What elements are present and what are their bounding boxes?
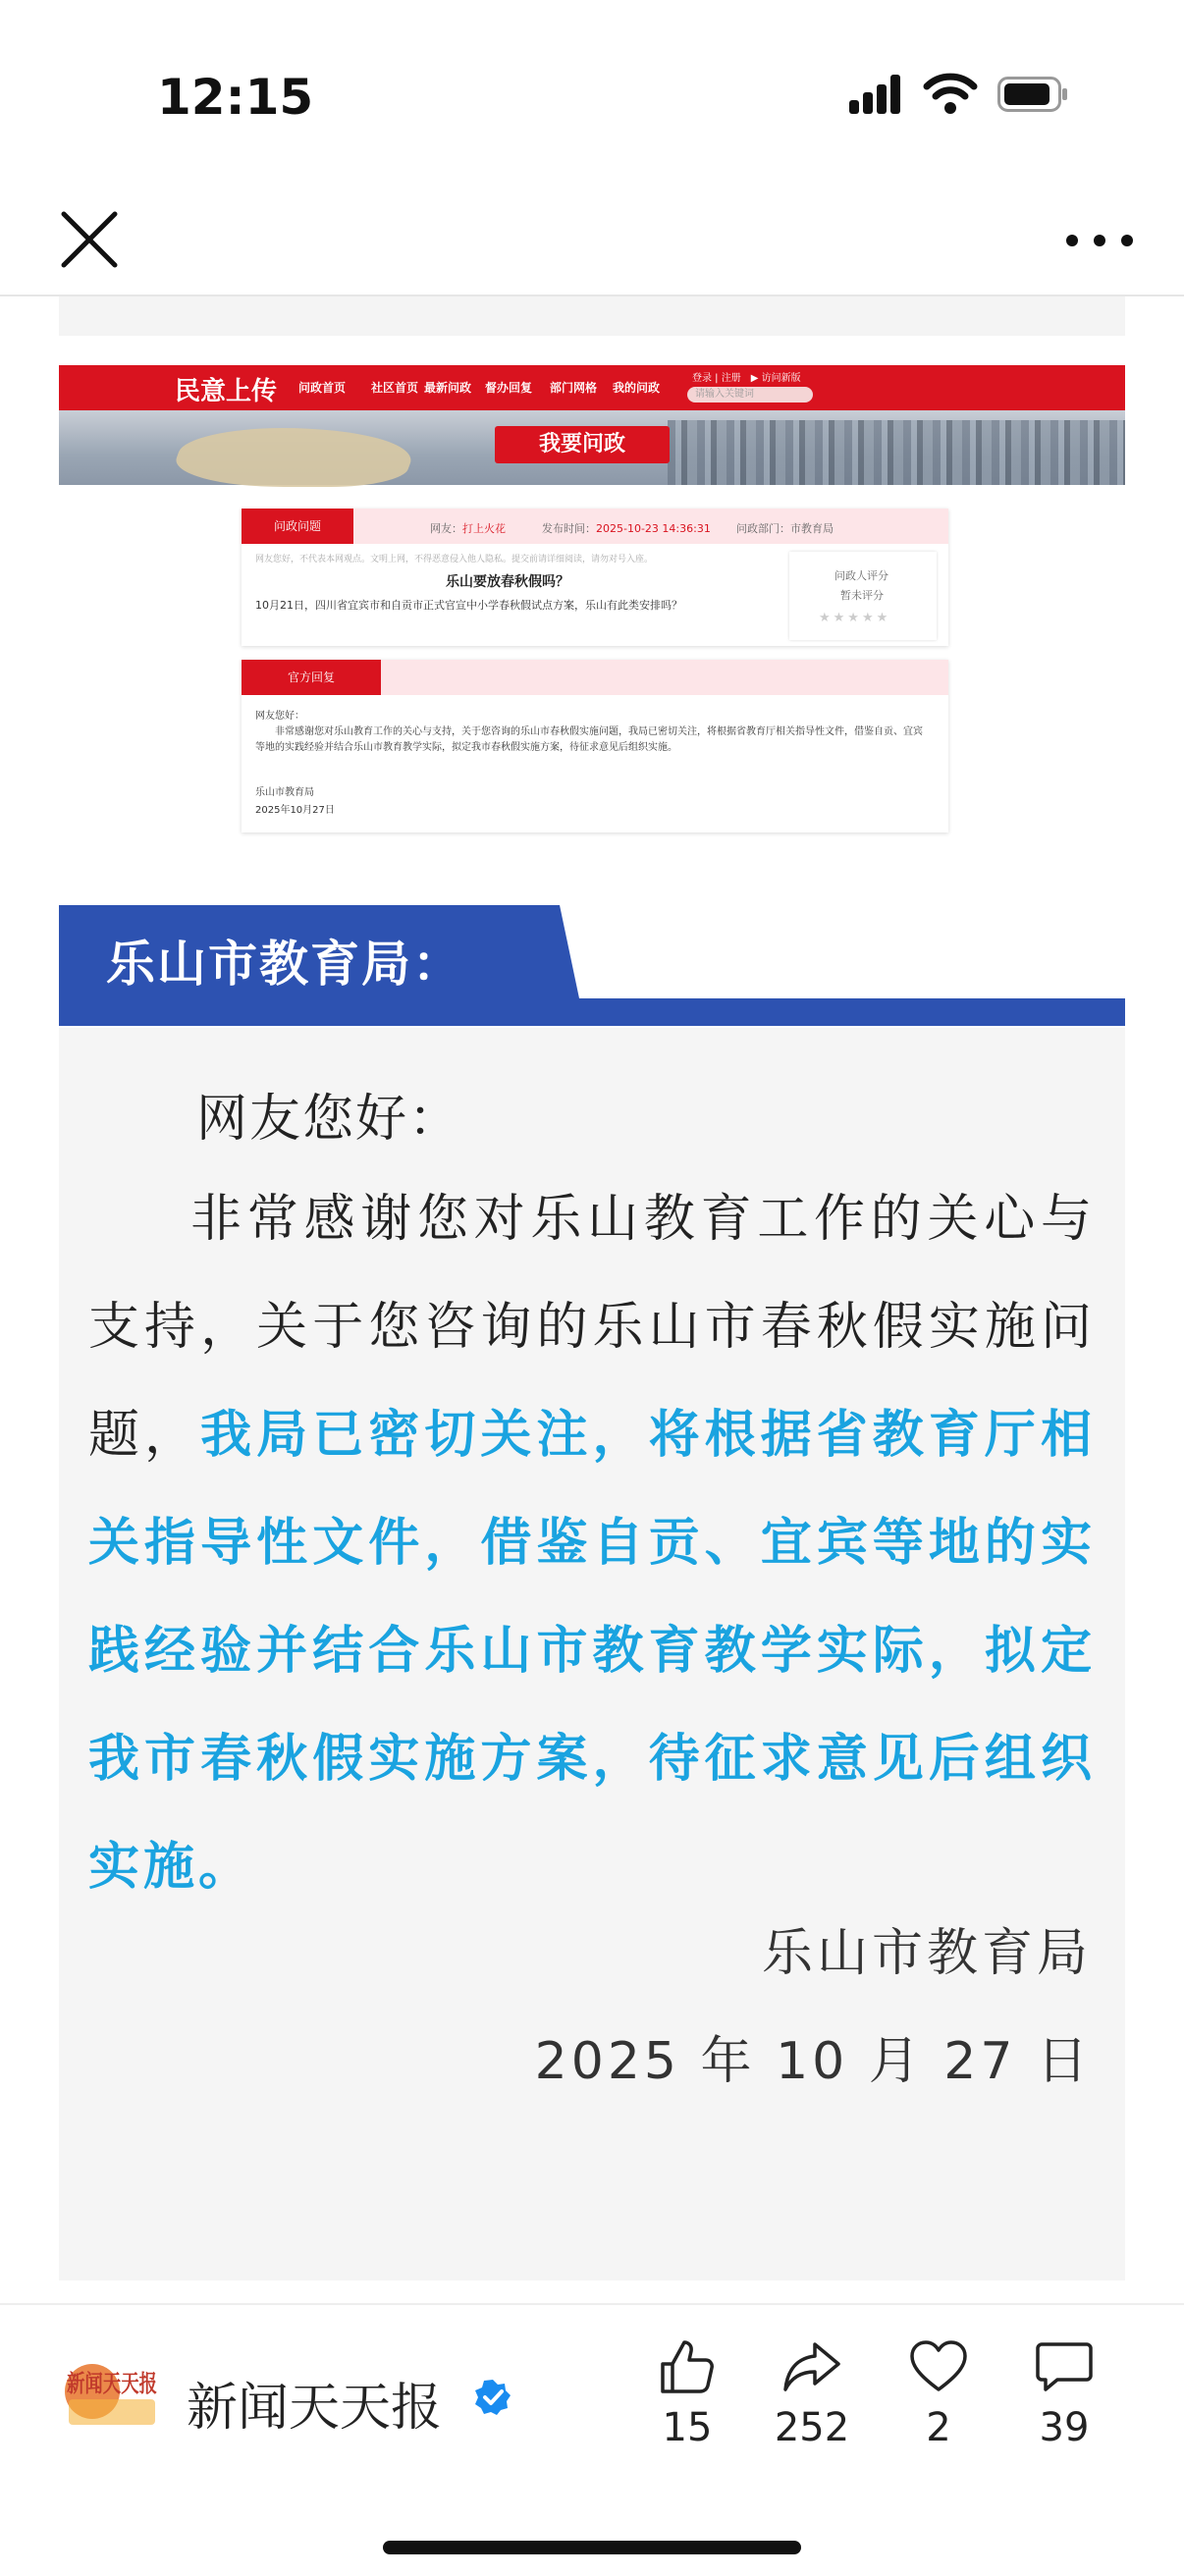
rating-box (789, 552, 937, 640)
nav-bar (0, 187, 1184, 296)
signature: 乐山市教育局 (761, 1924, 1092, 1983)
comment-count: 39 (1039, 2405, 1090, 2450)
reply-body-panel (59, 1028, 1125, 2281)
reply-paragraph (88, 1165, 1096, 1921)
wifi-icon (923, 71, 978, 116)
section-header (59, 905, 1125, 1028)
like-button[interactable] (628, 2334, 746, 2450)
reply-body: 非常感谢您对乐山教育工作的关心与支持，关于您咨询的乐山市春秋假实施问题，我局已密切关注，将根据省教育厅相关指导性文件，借鉴自贡、宜宾等地的实践经验并结合乐山市教育教学实际，拟定我市春秋假实施方案，待征求意见后组织实施。 (255, 726, 923, 753)
heart-icon (906, 2334, 971, 2399)
battery-icon (997, 77, 1068, 112)
favorite-count: 2 (926, 2405, 951, 2450)
channel-name[interactable]: 新闻天天报 (187, 2379, 443, 2438)
favorite-button[interactable] (880, 2334, 997, 2450)
site-menu-item: 我的问政 (613, 381, 661, 395)
site-banner (59, 410, 1125, 485)
share-count: 252 (774, 2405, 850, 2450)
more-options-icon[interactable] (1060, 226, 1139, 255)
site-menu-item: 问政首页 (298, 381, 347, 395)
reply-date: 2025年10月27日 (255, 805, 335, 816)
ask-button: 我要问政 (495, 426, 670, 463)
comment-bubble-icon (1032, 2334, 1097, 2399)
site-logo: 民意上传 (175, 377, 278, 406)
site-menu-item: 督办回复 (485, 381, 533, 395)
site-login: 登录 | 注册 ▶ 访问新版 (692, 373, 801, 384)
rating-label: 问政人评分 (834, 569, 888, 582)
channel-logo[interactable] (63, 2354, 161, 2433)
question-title: 乐山要放春秋假吗？ (446, 574, 569, 590)
site-menu-item: 社区首页 (371, 381, 419, 395)
question-dept: 问政部门：市教育局 (736, 522, 834, 535)
section-band (59, 998, 1125, 1026)
site-search: 请输入关键词 (687, 387, 813, 402)
share-button[interactable] (753, 2334, 871, 2450)
site-menu-item: 部门网格 (550, 381, 598, 395)
bottom-bar (0, 2303, 1184, 2576)
city-skyline (668, 420, 1125, 485)
question-user: 网友：打上火花 (430, 522, 506, 535)
paragraph-highlight: 我局已密切关注，将根据省教育厅相关指导性文件，借鉴自贡、宜宾等地的实践经验并结合乐山市教育教学实际，拟定我市春秋假实施方案，待征求意见后组织实施。 (88, 1406, 1096, 1897)
reply-tab: 官方回复 (242, 660, 381, 695)
close-icon[interactable] (54, 204, 125, 275)
site-header (59, 365, 1125, 410)
status-time: 12:15 (157, 69, 314, 126)
question-tip: 网友您好，不代表本网观点。文明上网，不得恶意侵入他人隐私。提交前请详细阅读，请勿对号入座。 (255, 555, 654, 564)
site-menu-item: 最新问政 (424, 381, 472, 395)
thumbs-up-icon (655, 2334, 720, 2399)
reply-card (242, 660, 948, 832)
home-indicator (383, 2541, 801, 2554)
section-title: 乐山市教育局： (106, 936, 463, 993)
cellular-signal-icon (849, 75, 908, 114)
top-strip (59, 296, 1125, 336)
comment-button[interactable] (1005, 2334, 1123, 2450)
like-count: 15 (662, 2405, 713, 2450)
reply-sign: 乐山市教育局 (255, 787, 314, 798)
question-body: 10月21日，四川省宜宾市和自贡市正式官宣中小学春秋假试点方案，乐山有此类安排吗？ (255, 599, 682, 612)
article-content (0, 296, 1184, 2299)
reply-greet: 网友您好： (255, 711, 304, 722)
status-bar (0, 0, 1184, 187)
signature-date: 2025 年 10 月 27 日 (534, 2032, 1092, 2091)
verified-badge-icon (473, 2378, 512, 2417)
rating-value: 暂未评分 (840, 589, 884, 602)
share-arrow-icon (780, 2334, 844, 2399)
question-tab: 问政问题 (242, 509, 353, 544)
rating-stars: ★★★★★ (819, 611, 891, 625)
question-time: 发布时间：2025-10-23 14:36:31 (542, 522, 711, 535)
map-illustration (166, 428, 423, 487)
channel-logo-text: 新闻天天报 (67, 2370, 157, 2397)
paragraph-plain: 非常感谢您对乐山教育工作的关心与支持，关于您咨询的乐山市春秋假实施问题， (88, 1190, 1096, 1465)
question-card (242, 509, 948, 646)
greeting: 网友您好： (196, 1090, 462, 1149)
